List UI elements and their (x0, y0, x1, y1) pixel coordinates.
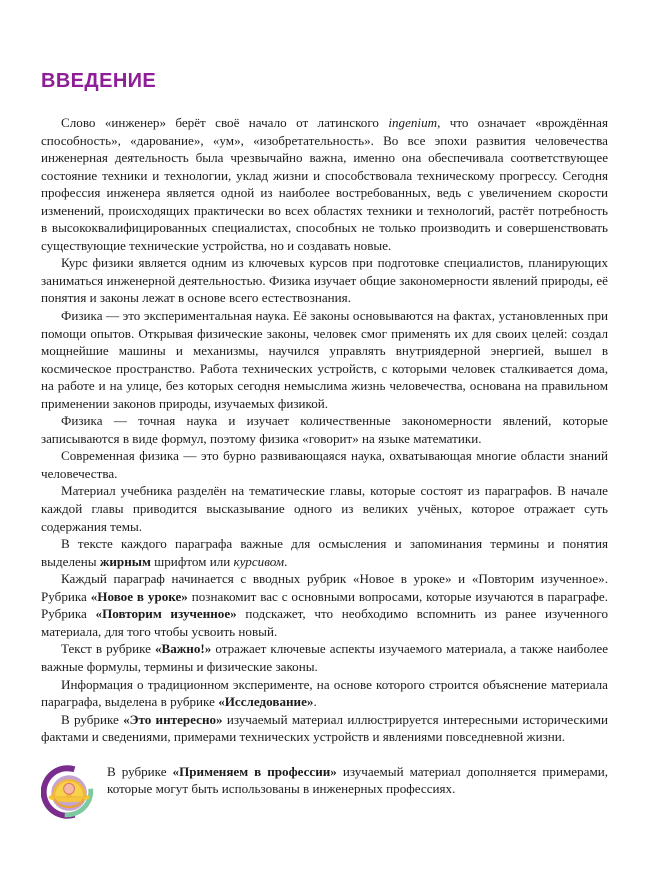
paragraph-p4: Физика — точная наука и изучает количественные закономерности явлений, которые записываются в виде формул, поэтому физика «говорит» на языке математики. (41, 413, 608, 446)
emphasis-bold: «Новое в уроке» (90, 588, 188, 604)
page-title: ВВЕДЕНИЕ (41, 70, 157, 92)
paragraph-p5: Современная физика — это бурно развивающаяся наука, охватывающая многие области знаний человечества. (41, 448, 608, 481)
paragraph-p11: В рубрике «Это интересно» изучаемый материал иллюстрируется интересными историческими фактами и сведениями, примерами технических устройств и явлениями повседневной жизни. (41, 711, 609, 745)
paragraph-p3: Физика — это экспериментальная наука. Её законы основываются на фактах, установленных при помощи опытов. Открывая физические законы, человек смог применять их для своих целей: создал мощнейшие машины и механизмы, научился управлять внутриядерной энергией, вышел в космическое пространство. Работа технических устройств, с которыми человек сталкивается дома, на работе и на улице, без которых сегодня немыслима жизнь человечества, основана на правильном применении законов природы, изучаемых физикой. (41, 308, 608, 411)
page-content (41, 70, 608, 821)
emphasis-bold: «Применяем в профессии» (172, 763, 337, 779)
emphasis-bold: «Повторим изученное» (95, 606, 237, 622)
body-text-block (41, 114, 608, 746)
emphasis-bold: «Это интересно» (123, 711, 223, 727)
paragraph-p10: Информация о традиционном эксперименте, на основе которого строится объяснение материала параграфа, выделена в рубрике «Исследование». (41, 676, 608, 710)
emphasis-bold: «Важно!» (154, 641, 212, 657)
paragraph-p7: В тексте каждого параграфа важные для осмысления и запоминания термины и понятия выделены жирным шрифтом или курсивом. (41, 536, 608, 569)
paragraph-p1: Слово «инженер» берёт своё начало от латинского ingenium, что означает «врождённая способность», «дарование», «ум», «изобретательность». Во все эпохи развития человечества инженерная деятельность была чрезвычайно важна, именно она обеспечивала соответствующее состояние техники и технологии, уклад жизни и способствовала техническому прогрессу. Сегодня профессия инженера является одной из наиболее востребованных, ведь с увеличением скорости изменений, происходящих практически во всех областях техники и технологий, растёт потребность в высококвалифицированных специалистах, способных не только производить и совершенствовать существующие технические устройства, но и создавать новые. (41, 115, 609, 253)
profession-helmet-icon (41, 765, 95, 819)
paragraph-p9: Текст в рубрике «Важно!» отражает ключевые аспекты изучаемого материала, а также наиболее важные формулы, термины и физические законы. (41, 641, 609, 674)
paragraph-p6: Материал учебника разделён на тематические главы, которые состоят из параграфов. В начале каждой главы приводится высказывание одного из великих учёных, которое отражает суть содержания темы. (41, 483, 608, 534)
emphasis-bold: жирным (99, 553, 151, 569)
paragraph-p2: Курс физики является одним из ключевых курсов при подготовке специалистов, планирующих заниматься инженерной деятельностью. Физика изучает общие закономерности явлений природы, её понятия и законы лежат в основе всего естествознания. (41, 255, 608, 306)
emphasis-italic: ingenium (388, 115, 438, 130)
profession-callout-text: В рубрике «Применяем в профессии» изучаемый материал дополняется примерами, которые могут быть использованы в инженерных профессиях. (107, 763, 609, 797)
emphasis-bold: «Исследование» (218, 694, 314, 710)
profession-callout (41, 763, 608, 821)
paragraph-p8: Каждый параграф начинается с вводных рубрик «Новое в уроке» и «Повторим изученное». Рубрика «Новое в уроке» познакомит вас с основными вопросами, которые изучаются в параграфе. Рубрика «Повторим изученное» подскажет, что необходимо вспомнить из ранее изученного материала, для того чтобы усвоить новый. (41, 571, 608, 639)
emphasis-italic: курсивом (233, 553, 285, 569)
